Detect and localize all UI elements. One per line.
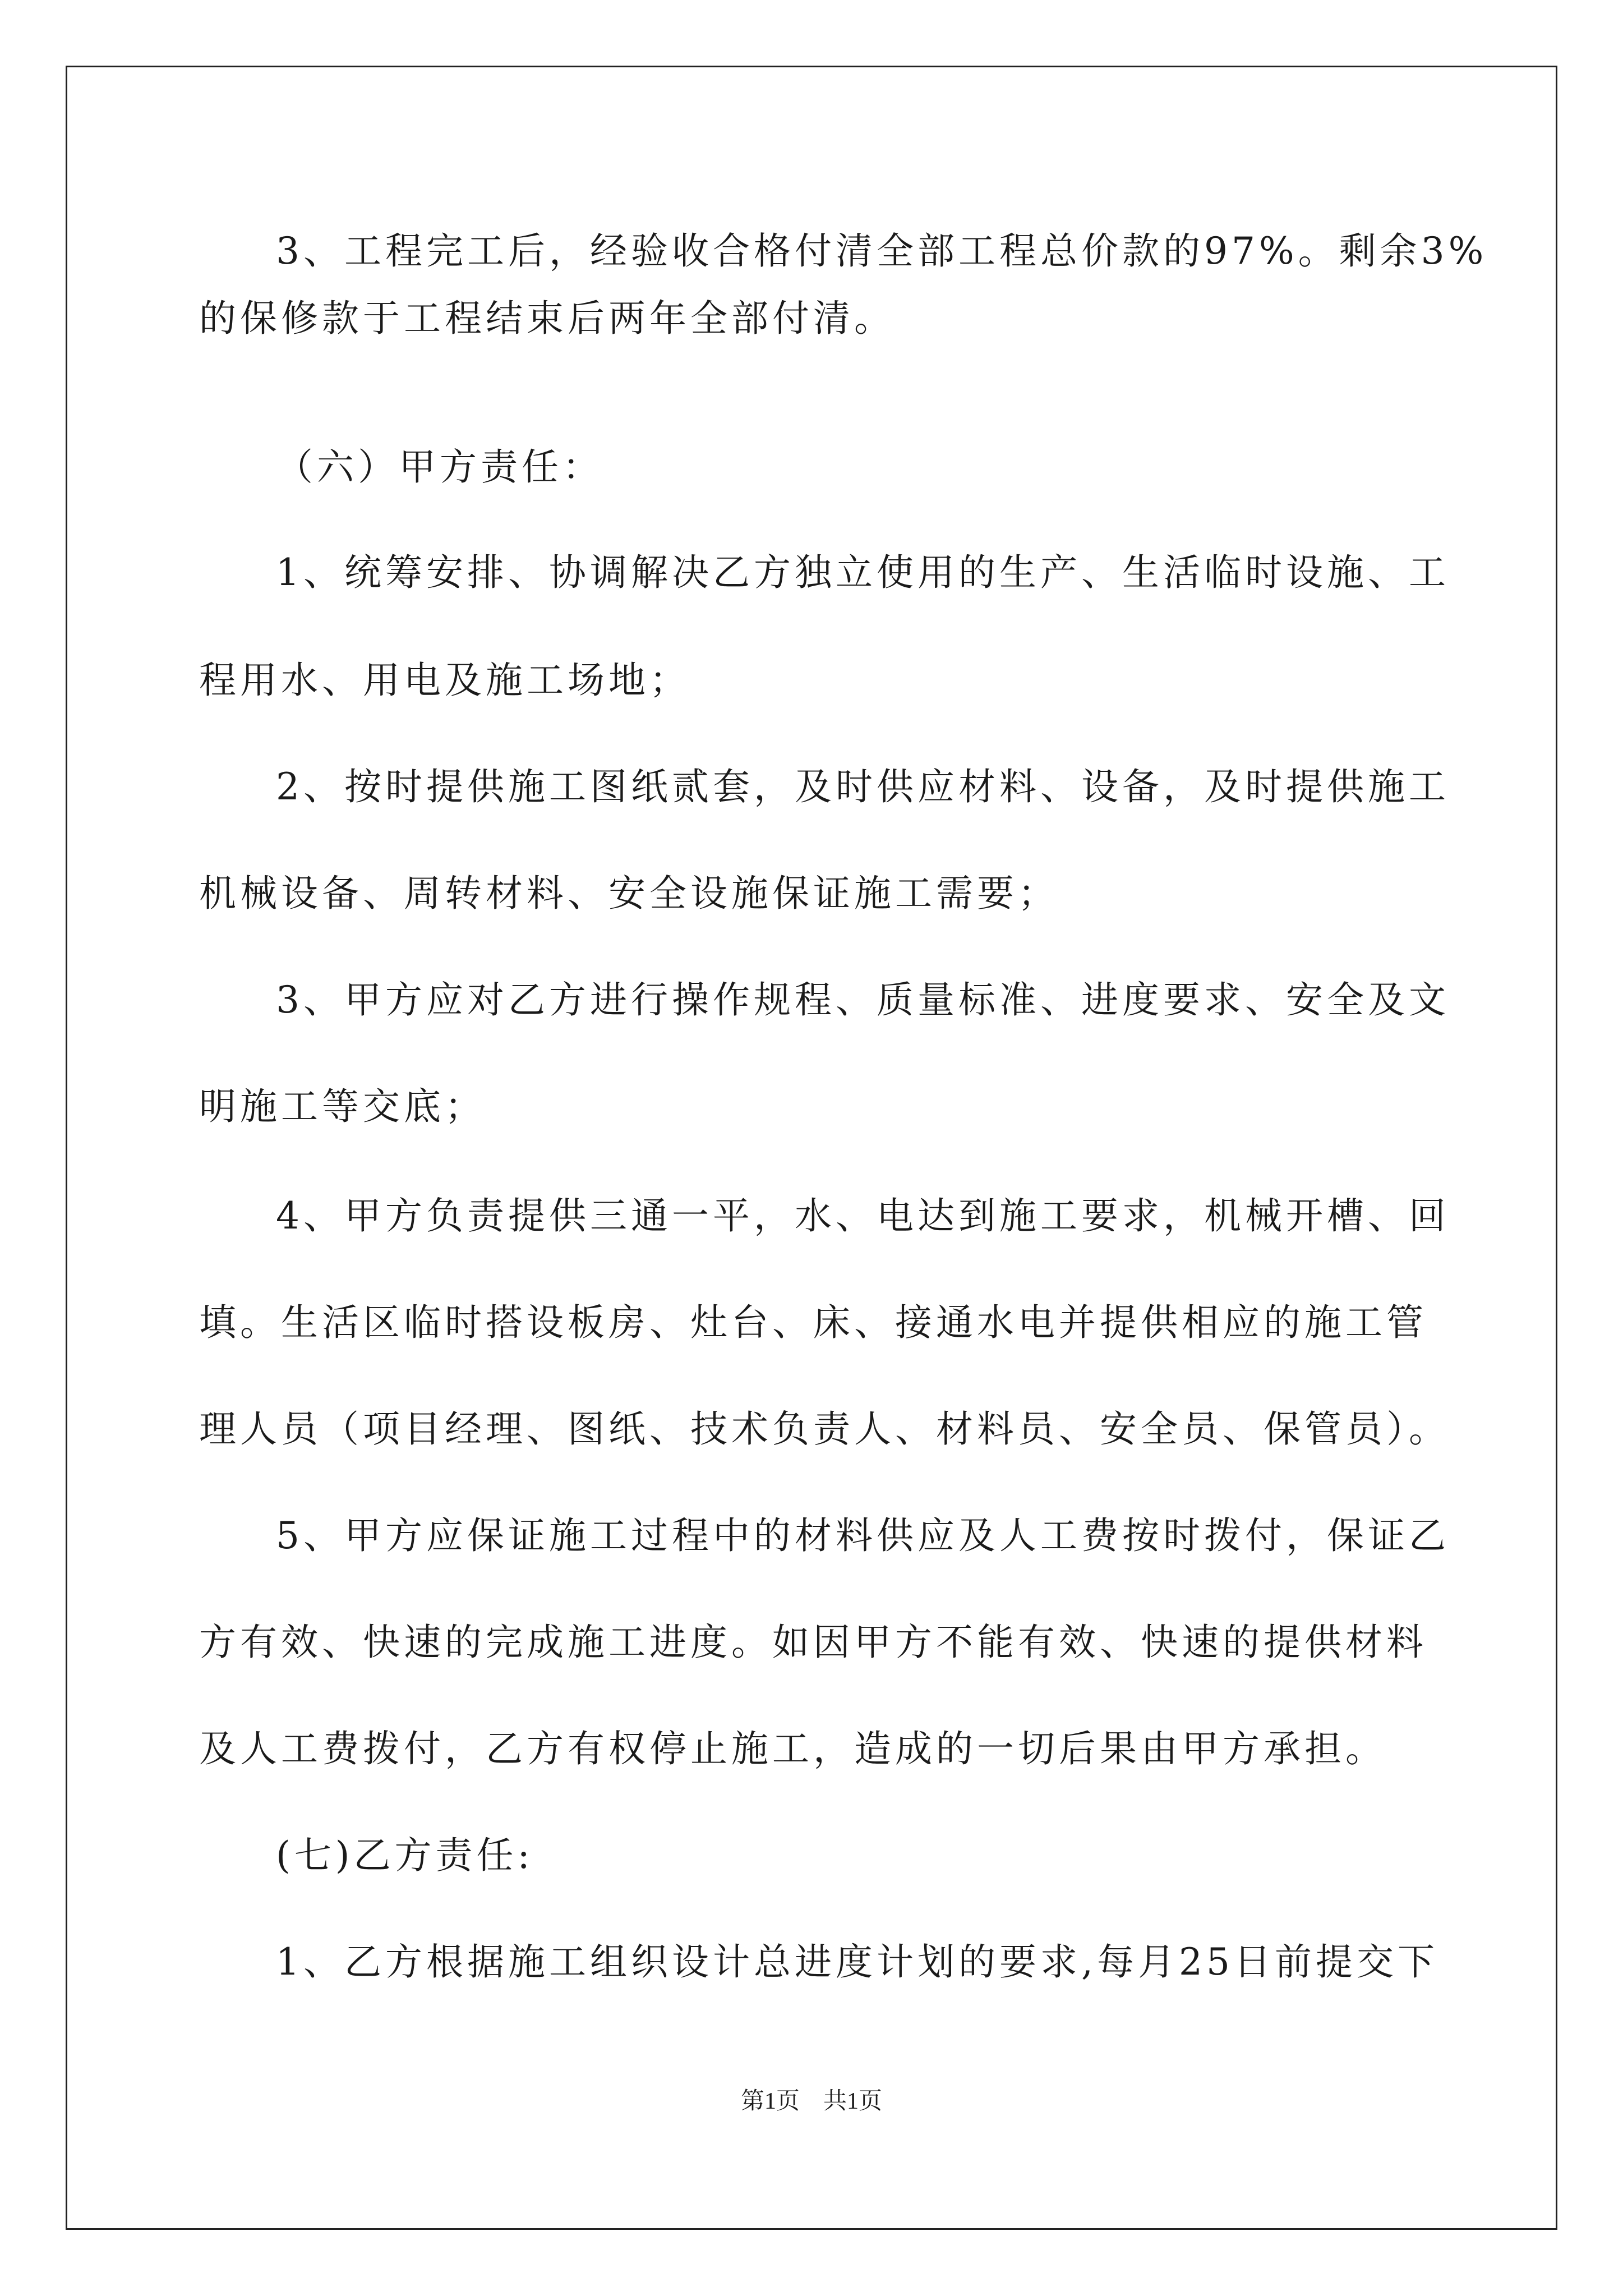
section-heading-7: (七)乙方责任: [276,1834,534,1877]
paragraph-line-4: 1、统筹安排、协调解决乙方独立使用的生产、生活临时设施、工 [276,551,1450,594]
paragraph-line-15: 及人工费拨付，乙方有权停止施工，造成的一切后果由甲方承担。 [199,1727,1386,1770]
paragraph-line-1: 3、工程完工后，经验收合格付清全部工程总价款的97%。剩余3% [276,229,1488,273]
paragraph-line-6: 2、按时提供施工图纸贰套，及时供应材料、设备，及时提供施工 [276,765,1450,808]
section-heading-6: （六）甲方责任： [276,445,603,489]
paragraph-line-7: 机械设备、周转材料、安全设施保证施工需要； [199,872,1059,915]
paragraph-line-11: 填。生活区临时搭设板房、灶台、床、接通水电并提供相应的施工管 [199,1301,1427,1344]
paragraph-line-17: 1、乙方根据施工组织设计总进度计划的要求,每月25日前提交下 [276,1940,1438,1984]
paragraph-line-5: 程用水、用电及施工场地； [199,659,690,702]
paragraph-line-2: 的保修款于工程结束后两年全部付清。 [199,297,895,340]
paragraph-line-14: 方有效、快速的完成施工进度。如因甲方不能有效、快速的提供材料 [199,1621,1427,1664]
page-number-footer: 第1页 共1页 [740,2088,882,2114]
paragraph-line-8: 3、甲方应对乙方进行操作规程、质量标准、进度要求、安全及文 [276,978,1450,1022]
page-border [66,66,1557,2230]
paragraph-line-13: 5、甲方应保证施工过程中的材料供应及人工费按时拨付，保证乙 [276,1514,1450,1557]
paragraph-line-10: 4、甲方负责提供三通一平，水、电达到施工要求，机械开槽、回 [276,1194,1450,1237]
paragraph-line-12: 理人员（项目经理、图纸、技术负责人、材料员、安全员、保管员）。 [199,1407,1450,1451]
paragraph-line-9: 明施工等交底； [199,1085,486,1128]
